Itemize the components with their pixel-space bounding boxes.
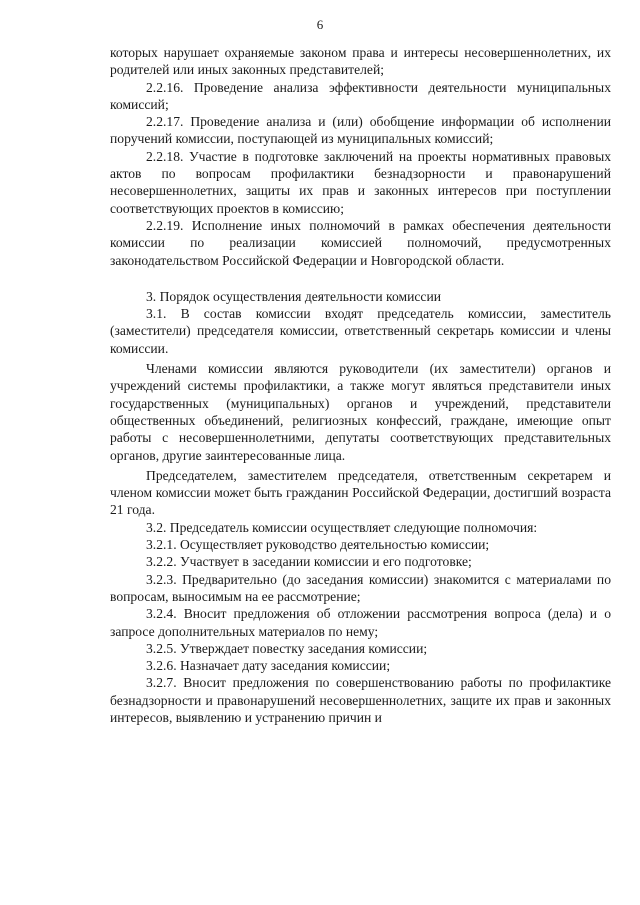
paragraph: 3.2.6. Назначает дату заседания комиссии; bbox=[146, 658, 391, 674]
paragraph: 2.2.18. Участие в подготовке заключений на проекты нормативных правовых актов по вопросам профилактики безнадзорности и правонарушений несовершеннолетних, защиты их прав и законных интересов при поступлении соответствующих проектов в комиссию; bbox=[110, 148, 611, 216]
paragraph: 3.2. Председатель комиссии осуществляет следующие полномочия: bbox=[146, 519, 538, 535]
paragraph: 2.2.19. Исполнение иных полномочий в рамках обеспечения деятельности комиссии по реализации комиссией полномочий, предусмотренных законодательством Российской Федерации и Новгородской области. bbox=[110, 217, 611, 268]
paragraph: которых нарушает охраняемые законом права и интересы несовершеннолетних, их родителей или иных законных представителей; bbox=[110, 45, 611, 78]
paragraph: 3.2.1. Осуществляет руководство деятельностью комиссии; bbox=[146, 537, 490, 553]
document-body bbox=[110, 44, 611, 726]
paragraph: Членами комиссии являются руководители (их заместители) органов и учреждений системы профилактики, а также могут являться представители иных государственных (муниципальных) органов и учреждений, представители общественных объединений, религиозных конфессий, граждане, имеющие опыт работы с несовершеннолетними, депутаты соответствующих представительных органов, другие заинтересованные лица. bbox=[110, 361, 611, 463]
paragraph: 3.2.3. Предварительно (до заседания комиссии) знакомится с материалами по вопросам, выносимым на ее рассмотрение; bbox=[110, 571, 611, 604]
page-number: 6 bbox=[316, 17, 324, 32]
paragraph: 2.2.17. Проведение анализа и (или) обобщение информации об исполнении поручений комиссии, поступающей из муниципальных комиссий; bbox=[110, 114, 611, 147]
paragraph: 2.2.16. Проведение анализа эффективности деятельности муниципальных комиссий; bbox=[110, 79, 611, 112]
section-heading: 3. Порядок осуществления деятельности комиссии bbox=[146, 288, 441, 304]
paragraph: Председателем, заместителем председателя, ответственным секретарем и членом комиссии может быть гражданин Российской Федерации, достигший возраста 21 года. bbox=[110, 467, 611, 518]
paragraph: 3.1. В состав комиссии входят председатель комиссии, заместитель (заместители) председателя комиссии, ответственный секретарь комиссии и члены комиссии. bbox=[110, 306, 611, 356]
paragraph: 3.2.7. Вносит предложения по совершенствованию работы по профилактике безнадзорности и правонарушений несовершеннолетних, защите их прав и законных интересов, выявлению и устранению причин и bbox=[110, 675, 611, 725]
paragraph: 3.2.4. Вносит предложения об отложении рассмотрения вопроса (дела) и о запросе дополнительных материалов по нему; bbox=[110, 606, 611, 639]
paragraph: 3.2.2. Участвует в заседании комиссии и его подготовке; bbox=[146, 554, 472, 570]
paragraph: 3.2.5. Утверждает повестку заседания комиссии; bbox=[146, 640, 428, 656]
